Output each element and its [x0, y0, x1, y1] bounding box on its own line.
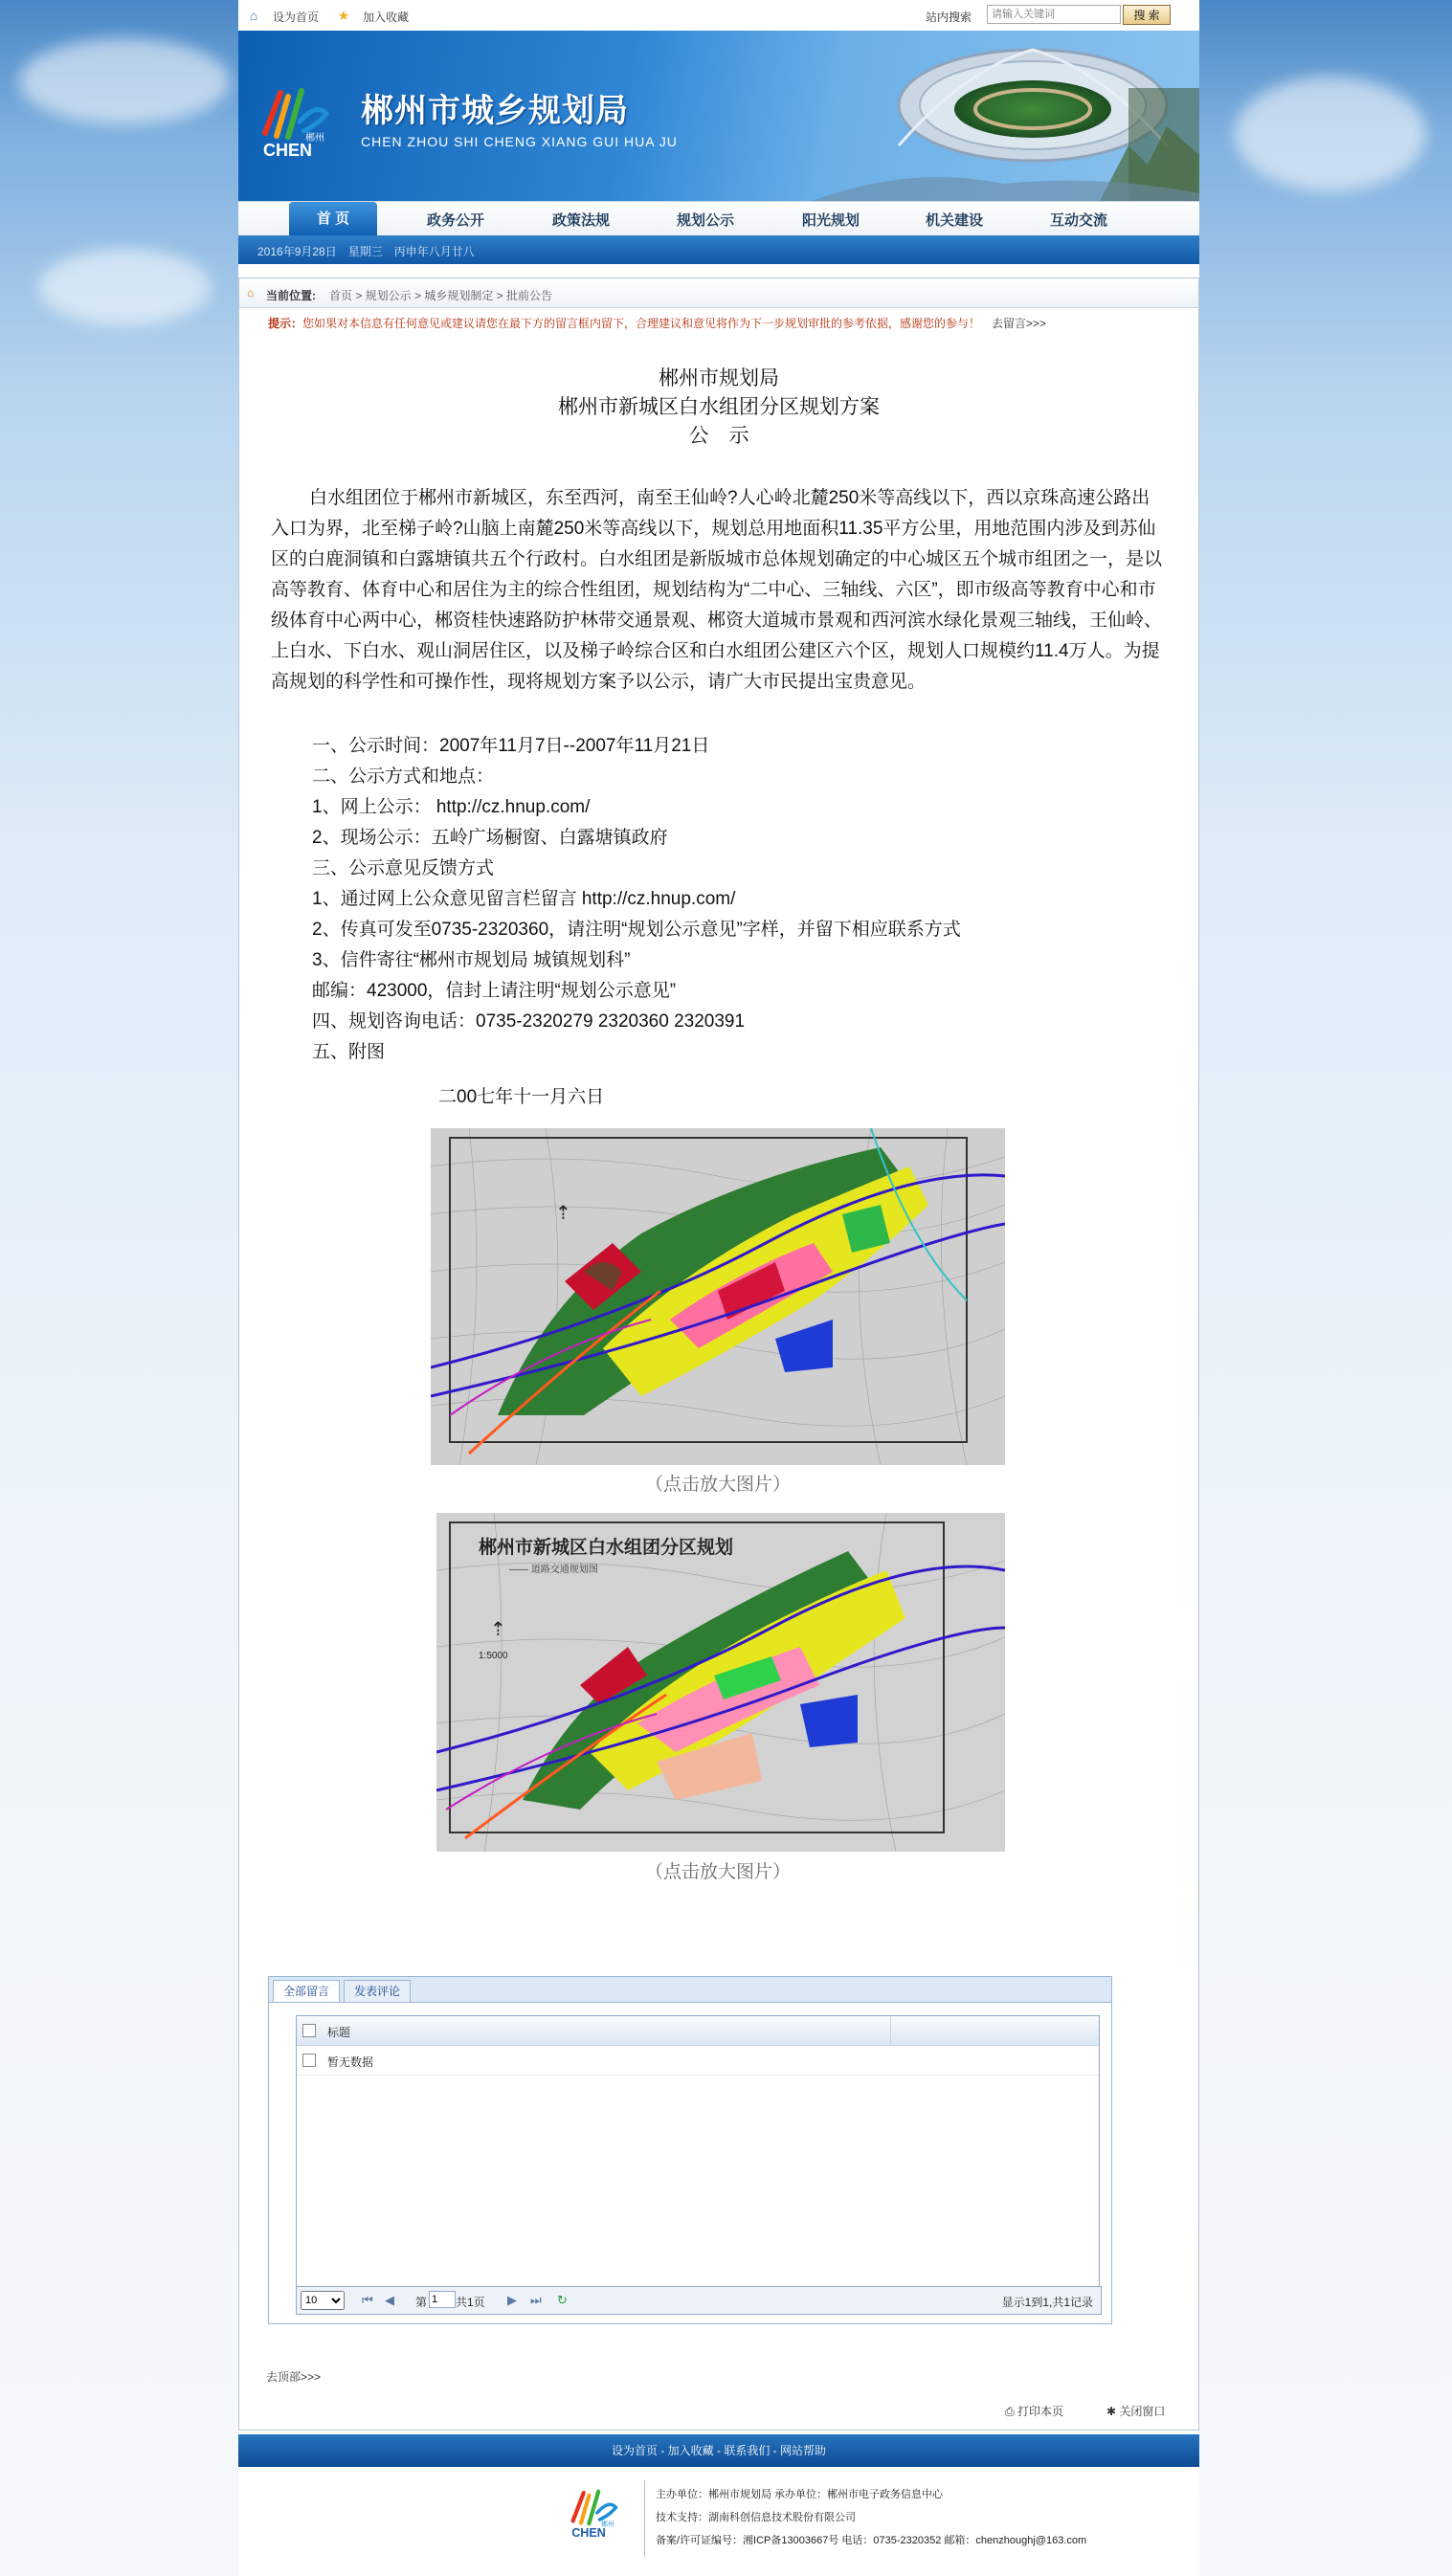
grid-header — [297, 2016, 1099, 2046]
nav-item-planning-publicity[interactable]: 规划公示 — [677, 212, 735, 229]
footer-bar — [238, 2434, 1199, 2467]
page-total: 共1页 — [456, 2296, 485, 2309]
last-page-icon[interactable]: ⏭ — [530, 2293, 542, 2307]
north-arrow-icon: ⇡ — [490, 1617, 506, 1640]
site-pinyin: CHEN ZHOU SHI CHENG XIANG GUI HUA JU — [361, 134, 678, 149]
home-icon: ⌂ — [247, 286, 255, 300]
breadcrumb — [239, 278, 1198, 308]
background-cloud — [1235, 77, 1426, 191]
tab-post-comment[interactable]: 发表评论 — [344, 1980, 411, 2002]
logo-text: 郴州 — [305, 133, 324, 144]
comments-tabs — [269, 1977, 1111, 2003]
next-page-icon[interactable]: ▶ — [507, 2293, 517, 2307]
first-page-icon[interactable]: ⏮ — [362, 2293, 373, 2307]
article-title-agency: 郴州市规划局 — [659, 367, 779, 389]
nav-item-interaction[interactable]: 互动交流 — [1050, 212, 1108, 229]
search-button[interactable]: 搜 索 — [1123, 5, 1171, 25]
search-input[interactable] — [987, 5, 1121, 24]
footer-record: 备案/许可证编号：湘ICP备13003667号 电话：0735-2320352 邮箱：chenzhoughj@163.com — [656, 2535, 1087, 2546]
page-number-input[interactable] — [429, 2291, 456, 2308]
comment-tip — [268, 315, 1046, 331]
article-line: 二、公示方式和地点： — [312, 766, 495, 787]
search-label: 站内搜索 — [926, 11, 972, 24]
nav-item-government-affairs[interactable]: 政务公开 — [427, 212, 485, 229]
article-date: 二00七年十一月六日 — [438, 1087, 605, 1107]
article-line: 四、规划咨询电话：0735-2320279 2320360 2320391 — [312, 1011, 746, 1032]
map-2-caption[interactable]: （点击放大图片） — [644, 1862, 791, 1882]
star-icon: ★ — [337, 8, 350, 23]
tab-all-comments[interactable]: 全部留言 — [273, 1980, 340, 2002]
nav-item-sunshine-planning[interactable]: 阳光规划 — [802, 212, 860, 229]
close-window-link[interactable] — [1106, 2403, 1165, 2419]
planning-map-2-image — [436, 1513, 1005, 1852]
set-home-link[interactable]: 设为首页 — [273, 11, 320, 24]
logo-chen: CHEN — [263, 141, 313, 160]
background-cloud — [38, 249, 211, 325]
add-favorite-link[interactable]: 加入收藏 — [363, 11, 410, 24]
breadcrumb-path[interactable]: 首页 > 规划公示 > 城乡规划制定 > 批前公告 — [329, 289, 553, 302]
article-line: 2、现场公示：五岭广场橱窗、白露塘镇政府 — [312, 828, 668, 848]
footer-info — [238, 2467, 1199, 2576]
map-2-title: 郴州市新城区白水组团分区规划 — [479, 1538, 734, 1558]
back-to-top-link[interactable]: 去顶部>>> — [266, 2370, 322, 2384]
map-2-scale: 1:5000 — [479, 1651, 508, 1661]
footer-divider — [644, 2480, 645, 2557]
nav-item-policies[interactable]: 政策法规 — [552, 212, 611, 229]
footer-logo — [568, 2486, 635, 2540]
footer-sponsor: 主办单位：郴州市规划局 承办单位：郴州市电子政务信息中心 — [656, 2489, 944, 2500]
article-line: 2、传真可发至0735-2320360，请注明“规划公示意见”字样，并留下相应联系方式 — [312, 920, 961, 940]
print-link[interactable] — [1005, 2403, 1063, 2419]
column-title[interactable]: 标题 — [327, 2026, 351, 2039]
close-icon: ✱ — [1106, 2405, 1120, 2418]
article-line: 一、公示时间：2007年11月7日--2007年11月21日 — [312, 736, 710, 756]
article-line: 1、通过网上公众意见留言栏留言 http://cz.hnup.com/ — [312, 889, 736, 909]
nav-item-agency-building[interactable]: 机关建设 — [926, 212, 984, 229]
site-title: 郴州市城乡规划局 — [361, 93, 629, 129]
map-1-caption[interactable]: （点击放大图片） — [644, 1475, 791, 1495]
column-divider — [890, 2016, 891, 2045]
article-line: 五、附图 — [312, 1042, 386, 1062]
breadcrumb-label: 当前位置: — [266, 289, 316, 302]
north-arrow-icon: ⇡ — [555, 1201, 571, 1224]
article-title-notice: 公 示 — [688, 425, 749, 447]
page-prefix: 第 — [415, 2296, 428, 2309]
planning-map-1[interactable] — [431, 1128, 1005, 1465]
row-checkbox[interactable] — [302, 2054, 316, 2067]
background-cloud — [19, 38, 230, 124]
article-line: 三、公示意见反馈方式 — [312, 858, 495, 878]
article-title: 郴州市新城区白水组团分区规划方案 — [558, 396, 880, 418]
main-nav — [238, 201, 1199, 236]
page-summary: 显示1到1,共1记录 — [1001, 2296, 1093, 2309]
footer-logo-text: 郴州 — [601, 2521, 614, 2528]
select-all-checkbox[interactable] — [302, 2024, 316, 2037]
tip-text: 您如果对本信息有任何意见或建议请您在最下方的留言框内留下，合理建议和意见将作为下一步规划审批的参考依据，感谢您的参与！ — [302, 317, 981, 330]
go-comment-link[interactable]: 去留言>>> — [992, 317, 1047, 330]
current-date: 2016年9月28日 星期三 丙申年八月廿八 — [257, 245, 475, 258]
site-logo — [259, 83, 351, 160]
map-2-subtitle: —— 道路交通规划图 — [509, 1565, 598, 1575]
nav-item-home[interactable]: 首 页 — [289, 202, 377, 236]
footer-links[interactable]: 设为首页 - 加入收藏 - 联系我们 - 网站帮助 — [612, 2444, 826, 2457]
refresh-icon[interactable]: ↻ — [557, 2293, 568, 2307]
page-wrapper — [238, 0, 1199, 2576]
footer-tech-support: 技术支持：湖南科创信息技术股份有限公司 — [656, 2512, 856, 2523]
planning-map-2[interactable] — [436, 1513, 1005, 1852]
article-line: 1、网上公示： http://cz.hnup.com/ — [312, 797, 591, 817]
planning-map-1-image — [431, 1128, 1005, 1465]
date-bar — [238, 235, 1199, 264]
article-body — [271, 483, 1165, 698]
print-label: 打印本页 — [1016, 2405, 1063, 2418]
article-line: 3、信件寄往“郴州市规划局 城镇规划科” — [312, 950, 631, 970]
article-paragraph: 白水组团位于郴州市新城区，东至西河，南至王仙岭?人心岭北麓250米等高线以下，西以京珠高速公路出入口为界，北至梯子岭?山脑上南麓250米等高线以下，规划总用地面积11.35平方公里，用地范围内涉及到苏仙区的白鹿洞镇和白露塘镇共五个行政村。白水组团是新版城市总体规划确定的中心城区五个城市组团之一，是以高等教育、体育中心和居住为主的综合性组团，规划结构为“二中心、三轴线、六区”，即市级高等教育中心和市级体育中心两中心，郴资桂快速路防护林带交通景观、郴资大道城市景观和西河滨水绿化景观三轴线，王仙岭、上白水、下白水、观山洞居住区，以及梯子岭综合区和白水组团公建区六个区，规划人口规模约11.4万人。为提高规划的科学性和可操作性，现将规划方案予以公示，请广大市民提出宝贵意见。 — [271, 488, 1163, 692]
prev-page-icon[interactable]: ◀ — [385, 2293, 394, 2307]
page-size-select[interactable] — [301, 2291, 345, 2310]
comments-panel — [268, 1976, 1112, 2324]
tip-lead: 提示： — [268, 317, 303, 330]
print-icon: ⎙ — [1005, 2405, 1017, 2418]
content-panel — [238, 278, 1199, 2431]
close-label: 关闭窗口 — [1119, 2405, 1166, 2418]
site-banner — [238, 31, 1199, 201]
comments-grid — [296, 2015, 1100, 2289]
footer-logo-chen: CHEN — [571, 2526, 606, 2540]
article-line: 邮编：423000，信封上请注明“规划公示意见” — [312, 981, 677, 1001]
top-bar — [238, 0, 1199, 32]
empty-text: 暂无数据 — [327, 2055, 374, 2069]
grid-pager — [296, 2286, 1102, 2315]
table-row — [297, 2046, 1099, 2076]
home-icon: ⌂ — [249, 8, 258, 23]
